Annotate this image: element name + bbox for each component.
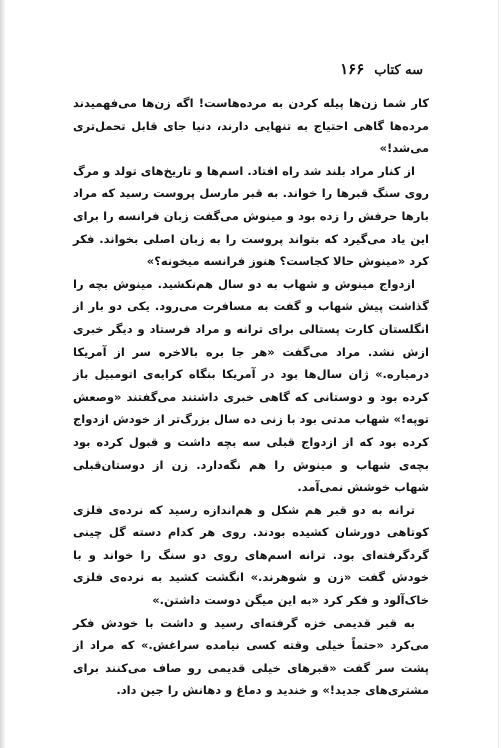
page-number: ۱۶۶ xyxy=(340,60,365,78)
paragraph: کار شما زن‌ها پیله کردن به مرده‌هاست! اگه زن‌ها می‌فهمیدند مرده‌ها گاهی احتیاج به تنهایی دارند، دنیا جای قابل تحمل‌تری می‌شد!» xyxy=(73,96,429,156)
page-header xyxy=(340,60,423,78)
running-title: سه کتاب xyxy=(374,63,423,78)
paragraph: از کنار مراد بلند شد راه افتاد. اسم‌ها و تاریخ‌های تولد و مرگ روی سنگ قبرها را خواند. به قبر مارسل پروست رسید که مراد بارها حرفش را زده بود و مینوش می‌گفت زبان فرانسه را برای این یاد می‌گیرد که بتواند پروست را به زبان اصلی بخواند. فکر کرد «مینوش حالا کجاست؟ هنوز فرانسه میخونه؟» xyxy=(73,163,429,269)
body-text xyxy=(73,92,429,702)
paragraph: ازدواج مینوش و شهاب به دو سال هم‌نکشید. مینوش بچه را گذاشت پیش شهاب و گفت به مسافرت می‌رود. یکی دو بار از انگلستان کارت پستالی برای ترانه و مراد فرستاد و دیگر خبری ازش نشد. مراد می‌گفت «هر جا بره بالاخره سر از آمریکا درمیاره.» ژان سال‌ها بود در آمریکا بنگاه کرایه‌ی اتومبیل باز کرده بود و دوستانی که گاهی خبری داشتند می‌گفتند «وصعش توپه!» شهاب مدتی بود با زنی ده سال بزرگ‌تر از خودش ازدواج کرده بود که از ازدواج قبلی سه بچه داشت و قبول کرده بود بچه‌ی شهاب و مینوش را هم نگه‌دارد. زن از دوستان‌قبلی شهاب خوشش نمی‌آمد. xyxy=(73,276,429,495)
paragraph: به قبر قدیمی خزه گرفته‌ای رسید و داشت با خودش فکر می‌کرد «حتماً خیلی وقته کسی نیامده سراغش.» که مراد از پشت سر گفت «قبرهای خیلی قدیمی رو صاف می‌کنند برای مشتری‌های جدید!» و خندید و دماغ و دهانش را جین داد. xyxy=(73,615,429,698)
page-edge-shadow xyxy=(0,0,6,748)
page-edge-line xyxy=(498,0,499,748)
paragraph: ترانه به دو قبر هم شکل و هم‌اندازه رسید که نرده‌ی فلزی کوتاهی دورشان کشیده بودند. روی هر کدام دسته گل چینی گردگرفته‌ای بود. ترانه اسم‌های روی دو سنگ را خواند و با خودش گفت «زن و شوهرند.» انگشت کشید به نرده‌ی فلزی خاک‌آلود و فکر کرد «به این میگن دوست داشتن.» xyxy=(73,502,429,608)
